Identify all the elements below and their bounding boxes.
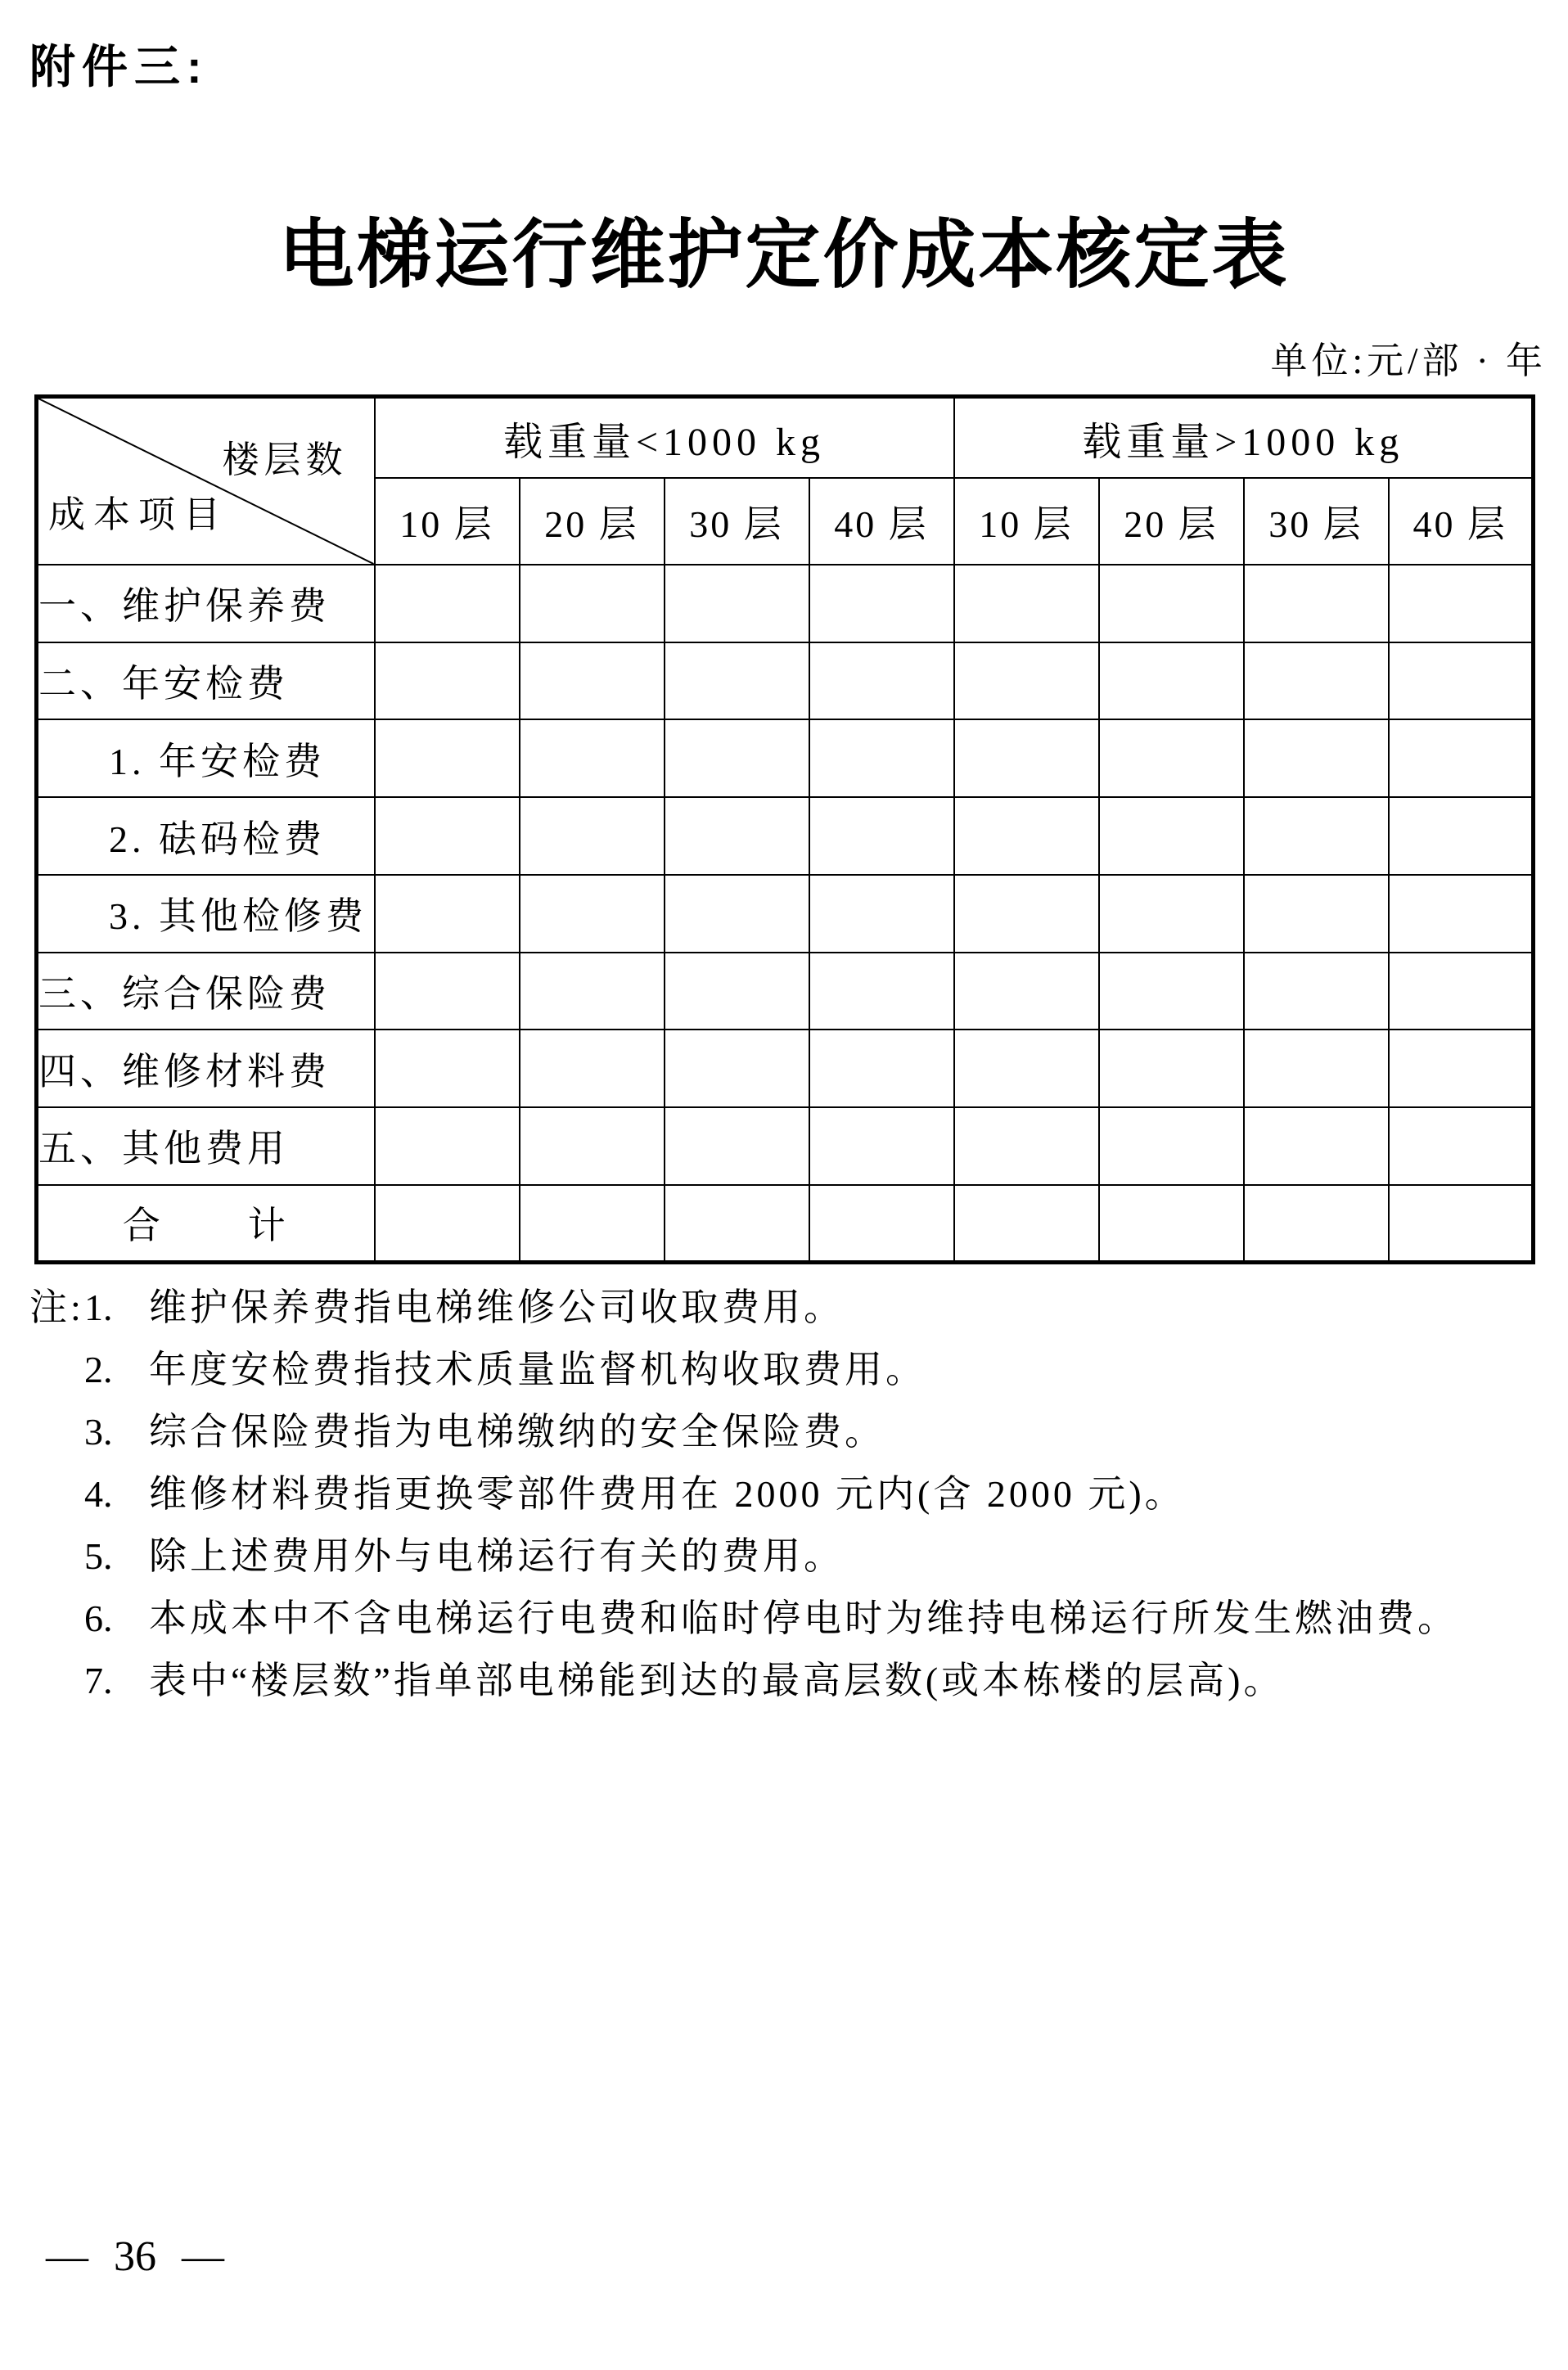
- data-cell: [1389, 719, 1534, 797]
- table-row: [37, 875, 1534, 953]
- col-header-30f: 30 层: [665, 478, 809, 565]
- table-row: [37, 565, 1534, 642]
- data-cell: [375, 719, 520, 797]
- data-cell: [809, 1107, 954, 1185]
- data-cell: [1389, 953, 1534, 1030]
- data-cell: [954, 797, 1099, 875]
- data-cell: [520, 1107, 665, 1185]
- note-line: [29, 1277, 1552, 1339]
- data-cell: [1099, 797, 1244, 875]
- table-row: [37, 797, 1534, 875]
- notes-section: [29, 1277, 1552, 1712]
- data-cell: [375, 1107, 520, 1185]
- col-header-20f: 20 层: [1099, 478, 1244, 565]
- note-line: [29, 1463, 1552, 1525]
- row-label: 三、综合保险费: [37, 953, 375, 1030]
- data-cell: [809, 1030, 954, 1107]
- data-cell: [1099, 1030, 1244, 1107]
- data-cell: [1389, 642, 1534, 720]
- col-header-30f: 30 层: [1244, 478, 1389, 565]
- row-label: 二、年安检费: [37, 642, 375, 720]
- note-prefix: 注:: [29, 1286, 84, 1328]
- data-cell: [954, 953, 1099, 1030]
- note-number: 4.: [84, 1473, 113, 1515]
- data-cell: [1244, 953, 1389, 1030]
- data-cell: [520, 1185, 665, 1263]
- col-header-40f: 40 层: [1389, 478, 1534, 565]
- data-cell: [1244, 719, 1389, 797]
- data-cell: [665, 1030, 809, 1107]
- note-line: [29, 1588, 1552, 1650]
- col-header-20f: 20 层: [520, 478, 665, 565]
- row-label: 2. 砝码检费: [37, 797, 375, 875]
- data-cell: [665, 642, 809, 720]
- data-cell: [520, 642, 665, 720]
- data-cell: [375, 565, 520, 642]
- data-cell: [1389, 1030, 1534, 1107]
- data-cell: [1389, 797, 1534, 875]
- note-line: [29, 1339, 1552, 1401]
- note-line: [29, 1650, 1552, 1712]
- col-header-10f: 10 层: [954, 478, 1099, 565]
- data-cell: [954, 565, 1099, 642]
- table-row: [37, 1030, 1534, 1107]
- row-label: 一、维护保养费: [37, 565, 375, 642]
- data-cell: [1244, 642, 1389, 720]
- data-cell: [520, 875, 665, 953]
- data-cell: [1389, 1185, 1534, 1263]
- data-cell: [954, 1185, 1099, 1263]
- data-cell: [954, 642, 1099, 720]
- cost-table: [34, 394, 1535, 1264]
- data-cell: [665, 797, 809, 875]
- data-cell: [1389, 565, 1534, 642]
- data-cell: [520, 719, 665, 797]
- corner-label-cost-items: 成本项目: [48, 494, 229, 536]
- data-cell: [520, 565, 665, 642]
- data-cell: [1389, 875, 1534, 953]
- data-cell: [375, 797, 520, 875]
- data-cell: [665, 565, 809, 642]
- data-cell: [1244, 797, 1389, 875]
- group-header-over-1000kg: 载重量>1000 kg: [954, 397, 1534, 479]
- note-text: 综合保险费指为电梯缴纳的安全保险费。: [149, 1411, 885, 1453]
- note-number: 5.: [84, 1535, 113, 1577]
- data-cell: [809, 797, 954, 875]
- row-label: 五、其他费用: [37, 1107, 375, 1185]
- note-text: 维护保养费指电梯维修公司收取费用。: [149, 1286, 845, 1328]
- data-cell: [665, 1185, 809, 1263]
- note-text: 除上述费用外与电梯运行有关的费用。: [149, 1535, 845, 1577]
- unit-label: 单位:元/部 · 年: [1270, 340, 1547, 381]
- note-line: [29, 1401, 1552, 1463]
- data-cell: [520, 797, 665, 875]
- data-cell: [809, 565, 954, 642]
- data-cell: [1244, 875, 1389, 953]
- data-cell: [954, 719, 1099, 797]
- data-cell: [665, 953, 809, 1030]
- data-cell: [520, 953, 665, 1030]
- data-cell: [375, 1030, 520, 1107]
- data-cell: [1244, 1185, 1389, 1263]
- page-title: 电梯运行维护定价成本核定表: [278, 214, 1290, 297]
- data-cell: [1099, 875, 1244, 953]
- corner-cell: [37, 397, 375, 565]
- table-row: [37, 642, 1534, 720]
- note-text: 年度安检费指技术质量监督机构收取费用。: [149, 1349, 926, 1390]
- note-number: 7.: [84, 1660, 113, 1701]
- table-row: [37, 719, 1534, 797]
- note-number: 1.: [84, 1286, 113, 1328]
- data-cell: [809, 642, 954, 720]
- page-number: — 36 —: [46, 2233, 224, 2280]
- data-cell: [809, 875, 954, 953]
- table-row-total: [37, 1185, 1534, 1263]
- row-label-total: 合 计: [37, 1185, 375, 1263]
- group-header-under-1000kg: 载重量<1000 kg: [375, 397, 954, 479]
- data-cell: [1389, 1107, 1534, 1185]
- row-label: 3. 其他检修费: [37, 875, 375, 953]
- data-cell: [1099, 565, 1244, 642]
- data-cell: [1244, 565, 1389, 642]
- data-cell: [1244, 1107, 1389, 1185]
- data-cell: [665, 719, 809, 797]
- note-number: 2.: [84, 1349, 113, 1390]
- data-cell: [809, 719, 954, 797]
- row-label: 1. 年安检费: [37, 719, 375, 797]
- table-row: [37, 1107, 1534, 1185]
- data-cell: [954, 875, 1099, 953]
- data-cell: [1099, 1107, 1244, 1185]
- data-cell: [375, 953, 520, 1030]
- attachment-label: 附件三:: [29, 41, 209, 92]
- data-cell: [1099, 953, 1244, 1030]
- data-cell: [1244, 1030, 1389, 1107]
- data-cell: [665, 875, 809, 953]
- data-cell: [1099, 719, 1244, 797]
- data-cell: [809, 953, 954, 1030]
- note-text: 维修材料费指更换零部件费用在 2000 元内(含 2000 元)。: [149, 1473, 1186, 1515]
- note-line: [29, 1525, 1552, 1588]
- cost-table-wrap: [34, 394, 1532, 1264]
- note-text: 表中“楼层数”指单部电梯能到达的最高层数(或本栋楼的层高)。: [149, 1660, 1285, 1701]
- data-cell: [375, 1185, 520, 1263]
- data-cell: [375, 642, 520, 720]
- table-row: [37, 953, 1534, 1030]
- note-number: 6.: [84, 1597, 113, 1639]
- col-header-40f: 40 层: [809, 478, 954, 565]
- data-cell: [954, 1107, 1099, 1185]
- col-header-10f: 10 层: [375, 478, 520, 565]
- corner-label-floors: 楼层数: [222, 439, 348, 480]
- data-cell: [954, 1030, 1099, 1107]
- note-number: 3.: [84, 1411, 113, 1453]
- data-cell: [375, 875, 520, 953]
- row-label: 四、维修材料费: [37, 1030, 375, 1107]
- data-cell: [665, 1107, 809, 1185]
- data-cell: [1099, 1185, 1244, 1263]
- data-cell: [520, 1030, 665, 1107]
- note-text: 本成本中不含电梯运行电费和临时停电时为维持电梯运行所发生燃油费。: [149, 1597, 1458, 1639]
- data-cell: [809, 1185, 954, 1263]
- data-cell: [1099, 642, 1244, 720]
